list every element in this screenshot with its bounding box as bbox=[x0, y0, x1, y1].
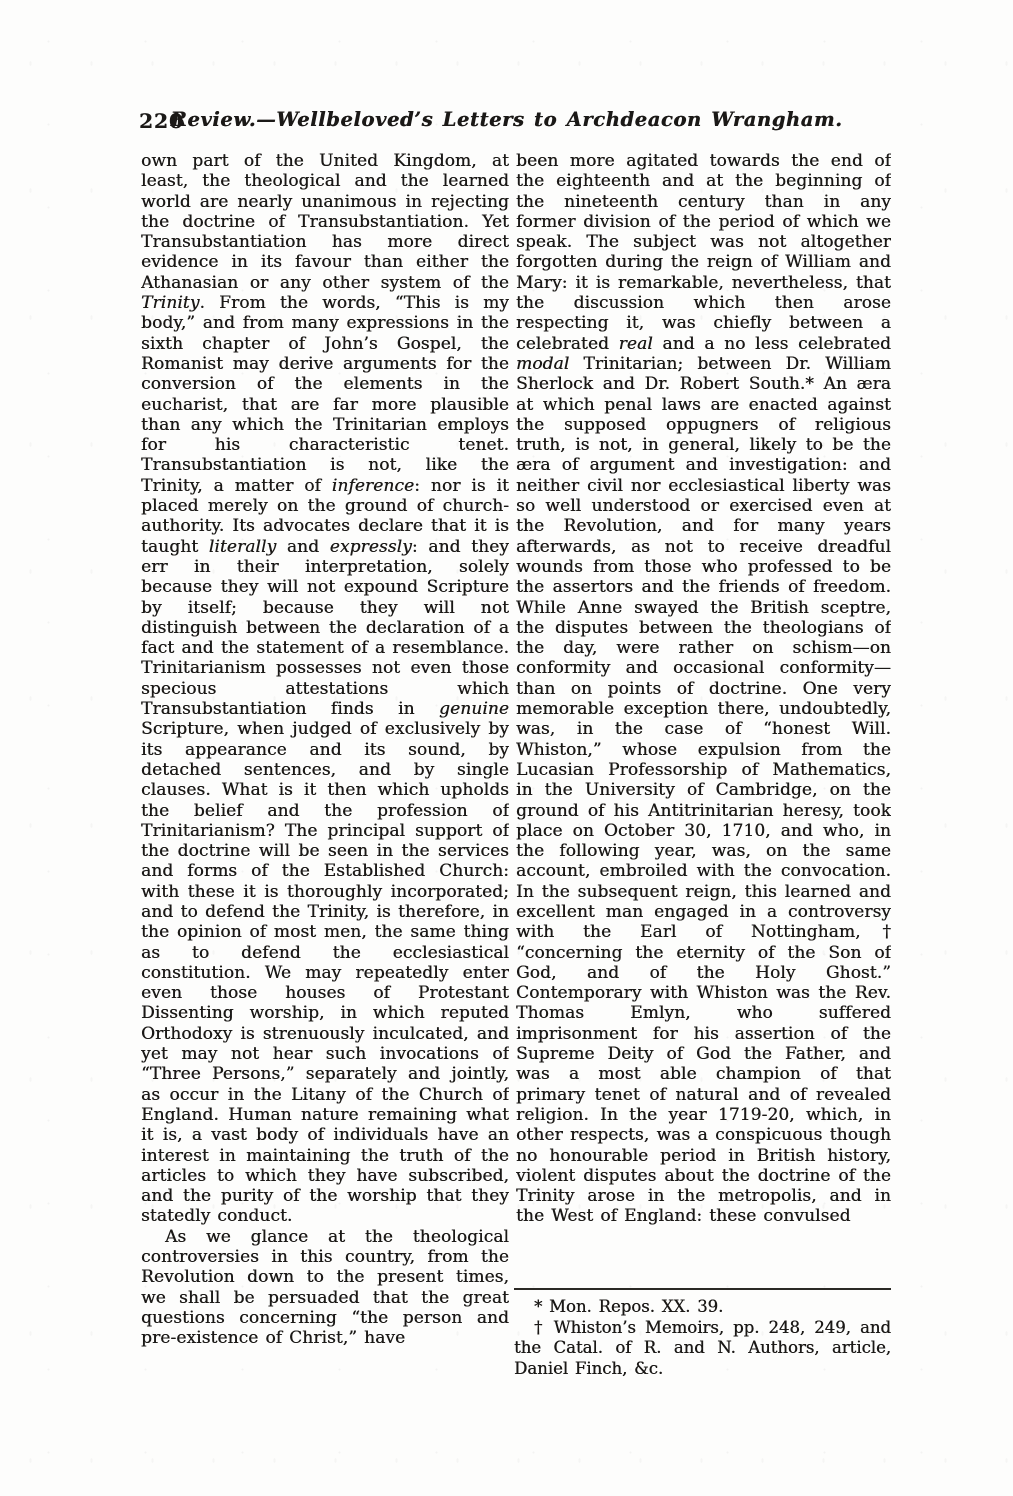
footnote-section bbox=[514, 1288, 891, 1379]
left-column bbox=[141, 151, 509, 1401]
paragraph: As we glance at the theological controversies in this country, from the Revolution down to the present times, we shall be persuaded that the great questions concerning “the person and pre-existence of Christ,” have bbox=[141, 1226, 509, 1349]
paragraph: own part of the United Kingdom, at least, the theological and the learned world are nearly unanimous in rejecting the doctrine of Transubstantiation. Yet Transubstantiation has more direct evidence in its favour than either the Athanasian or any other system of the Trinity. From the words, “This is my body,” and from many expressions in the sixth chapter of John’s Gospel, the Romanist may derive arguments for the conversion of the elements in the eucharist, that are far more plausible than any which the Trinitarian employs for his characteristic tenet. Transubstantiation is not, like the Trinity, a matter of inference: nor is it placed merely on the ground of church-authority. Its advocates declare that it is taught literally and expressly: and they err in their interpretation, solely because they will not expound Scripture by itself; because they will not distinguish between the declaration of a fact and the statement of a resemblance. Trinitarianism possesses not even those specious attestations which Transubstantiation finds in genuine Scripture, when judged of exclusively by its appearance and its sound, by detached sentences, and by single clauses. What is it then which upholds the belief and the profession of Trinitarianism? The principal support of the doctrine will be seen in the services and forms of the Established Church: with these it is thoroughly incorporated; and to defend the Trinity, is therefore, in the opinion of most men, the same thing as to defend the ecclesiastical constitution. We may repeatedly enter even those houses of Protestant Dissenting worship, in which reputed Orthodoxy is strenuously inculcated, and yet may not hear such invocations of “Three Persons,” separately and jointly, as occur in the Litany of the Church of England. Human nature remaining what it is, a vast body of individuals have an interest in maintaining the truth of the articles to which they have subscribed, and the purity of the worship that they statedly conduct. bbox=[141, 151, 509, 1227]
footnote-divider bbox=[514, 1288, 891, 1290]
paragraph: been more agitated towards the end of the eighteenth and at the beginning of the nineteenth century than in any former division of the period of which we speak. The subject was not altogether forgotten during the reign of William and Mary: it is remarkable, nevertheless, that the discussion which then arose respecting it, was chiefly between a celebrated real and a no less celebrated modal Trinitarian; between Dr. William Sherlock and Dr. Robert South.* An æra at which penal laws are enacted against the supposed oppugners of religious truth, is not, in general, likely to be the æra of argument and investigation: and neither civil nor ecclesiastical liberty was so well understood or exercised even at the Revolution, and for many years afterwards, as not to receive dreadful wounds from those who professed to be the assertors and the friends of freedom. While Anne swayed the British sceptre, the disputes between the theologians of the day, were rather on schism—on conformity and occasional conformity—than on points of doctrine. One very memorable exception there, undoubtedly, was, in the case of “honest Will. Whiston,” whose expulsion from the Lucasian Professorship of Mathematics, in the University of Cambridge, on the ground of his Antitrinitarian heresy, took place on October 30, 1710, and who, in the following year, was, on the same account, embroiled with the convocation. In the subsequent reign, this learned and excellent man engaged in a controversy with the Earl of Nottingham,† “concerning the eternity of the Son of God, and of the Holy Ghost.” Contemporary with Whiston was the Rev. Thomas Emlyn, who suffered imprisonment for his assertion of the Supreme Deity of God the Father, and was a most able champion of that primary tenet of natural and of revealed religion. In the year 1719-20, which, in other respects, was a conspicuous though no honourable period in British history, violent disputes about the doctrine of the Trinity arose in the metropolis, and in the West of England: these convulsed bbox=[516, 151, 891, 1227]
footnote: † Whiston’s Memoirs, pp. 248, 249, and the Catal. of R. and N. Authors, article, Daniel Finch, &c. bbox=[514, 1317, 891, 1378]
running-title: Review.—Wellbeloved’s Letters to Archdeacon Wrangham. bbox=[170, 108, 843, 131]
footnote: * Mon. Repos. XX. 39. bbox=[534, 1297, 724, 1316]
right-column bbox=[516, 151, 891, 1283]
page-number: 220 bbox=[139, 109, 184, 133]
